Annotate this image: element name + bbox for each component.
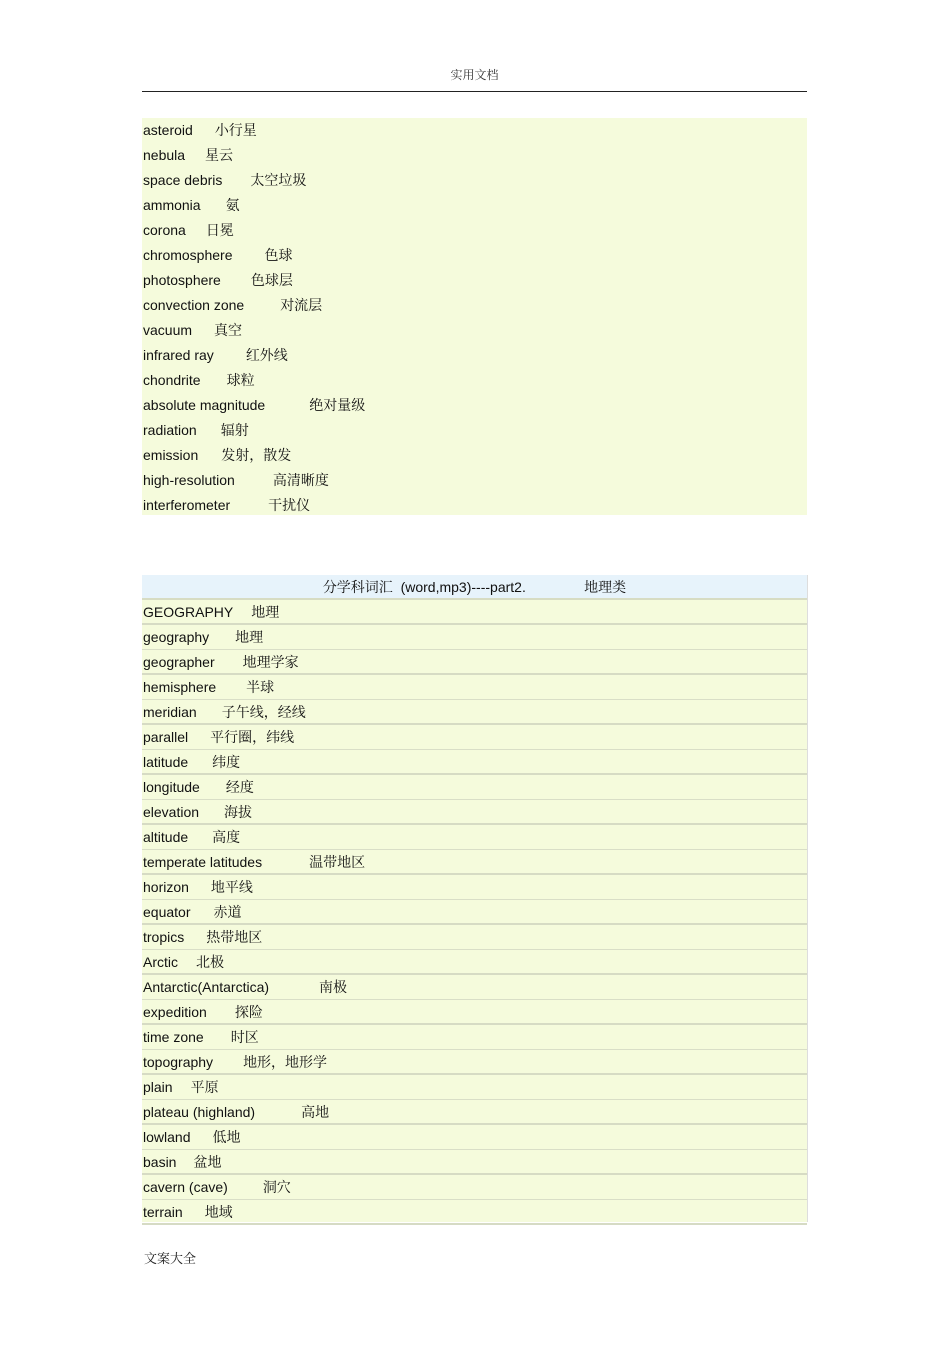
- geography-rows: [142, 600, 807, 1225]
- vocab-row: [142, 625, 807, 650]
- term-english: plateau (highland): [143, 1104, 256, 1120]
- term-english: Arctic: [143, 954, 178, 970]
- page-footer-text: 文案大全: [144, 1252, 197, 1267]
- term-chinese: 子午线，经线: [221, 705, 306, 721]
- vocab-row: [142, 900, 807, 925]
- term-english: high-resolution: [143, 472, 235, 488]
- term-english: longitude: [143, 779, 200, 795]
- term-english: meridian: [143, 704, 197, 720]
- page-footer: [144, 1248, 196, 1267]
- term-english: cavern (cave): [143, 1179, 228, 1195]
- vocab-row: [142, 1100, 807, 1125]
- term-chinese: 地理: [251, 605, 280, 621]
- vocab-row: [142, 393, 807, 418]
- term-chinese: 色球层: [250, 273, 293, 289]
- vocab-row: [142, 950, 807, 975]
- vocab-row: [142, 1075, 807, 1100]
- term-english: infrared ray: [143, 347, 214, 363]
- vocab-row: [142, 1200, 807, 1225]
- term-chinese: 半球: [246, 680, 275, 696]
- term-english: interferometer: [143, 497, 231, 513]
- term-chinese: 地理学家: [242, 655, 299, 671]
- term-chinese: 时区: [230, 1030, 259, 1046]
- geography-title-text: 分学科词汇 (word,mp3)----part2. 地理类: [322, 579, 627, 595]
- term-chinese: 热带地区: [206, 930, 263, 946]
- term-chinese: 平行圈，纬线: [210, 730, 295, 746]
- vocab-row: [142, 243, 807, 268]
- vocab-row: [142, 875, 807, 900]
- vocab-row: [142, 193, 807, 218]
- term-chinese: 经度: [225, 780, 254, 796]
- vocab-row: [142, 1150, 807, 1175]
- term-chinese: 球粒: [226, 373, 255, 389]
- term-chinese: 日冕: [205, 223, 234, 239]
- vocab-row: [142, 218, 807, 243]
- term-english: corona: [143, 222, 186, 238]
- vocab-row: [142, 1125, 807, 1150]
- term-chinese: 地形，地形学: [243, 1055, 328, 1071]
- vocab-row: [142, 600, 807, 625]
- vocab-row: [142, 750, 807, 775]
- term-english: convection zone: [143, 297, 245, 313]
- term-english: expedition: [143, 1004, 207, 1020]
- term-chinese: 小行星: [214, 123, 257, 139]
- geography-vocabulary-table: [142, 575, 808, 1222]
- vocab-row: [142, 468, 807, 493]
- vocab-row: [142, 775, 807, 800]
- term-english: space debris: [143, 172, 223, 188]
- term-chinese: 低地: [212, 1130, 241, 1146]
- term-chinese: 辐射: [220, 423, 249, 439]
- vocab-row: [142, 975, 807, 1000]
- term-english: nebula: [143, 147, 186, 163]
- term-english: asteroid: [143, 122, 193, 138]
- term-english: radiation: [143, 422, 197, 438]
- term-chinese: 干扰仪: [268, 498, 311, 514]
- page-header-title: 实用文档: [450, 68, 499, 82]
- term-chinese: 色球: [264, 248, 293, 264]
- vocab-row: [142, 368, 807, 393]
- term-chinese: 地平线: [210, 880, 253, 896]
- term-chinese: 平原: [190, 1080, 219, 1096]
- term-english: GEOGRAPHY: [143, 604, 234, 620]
- vocab-row: [142, 293, 807, 318]
- term-chinese: 红外线: [245, 348, 288, 364]
- term-english: time zone: [143, 1029, 204, 1045]
- term-chinese: 发射，散发: [221, 448, 292, 464]
- vocab-row: [142, 118, 807, 143]
- term-english: terrain: [143, 1204, 183, 1220]
- vocab-row: [142, 825, 807, 850]
- term-english: latitude: [143, 754, 189, 770]
- term-english: chondrite: [143, 372, 201, 388]
- term-english: Antarctic(Antarctica): [143, 979, 270, 995]
- term-english: plain: [143, 1079, 173, 1095]
- term-english: temperate latitudes: [143, 854, 263, 870]
- vocab-row: [142, 343, 807, 368]
- term-english: geographer: [143, 654, 215, 670]
- term-chinese: 星云: [205, 148, 234, 164]
- vocab-row: [142, 493, 807, 518]
- term-chinese: 太空垃圾: [250, 173, 307, 189]
- vocab-row: [142, 1050, 807, 1075]
- term-chinese: 赤道: [213, 905, 242, 921]
- vocab-row: [142, 800, 807, 825]
- term-chinese: 地理: [235, 630, 264, 646]
- vocab-row: [142, 650, 807, 675]
- term-english: tropics: [143, 929, 185, 945]
- term-english: horizon: [143, 879, 189, 895]
- page-header: [142, 66, 807, 92]
- term-english: photosphere: [143, 272, 221, 288]
- term-chinese: 氨: [225, 198, 240, 214]
- geography-table-title: [142, 575, 807, 600]
- vocab-row: [142, 1025, 807, 1050]
- term-english: hemisphere: [143, 679, 217, 695]
- term-english: ammonia: [143, 197, 201, 213]
- vocab-row: [142, 925, 807, 950]
- term-chinese: 绝对量级: [309, 398, 366, 414]
- term-chinese: 真空: [214, 323, 243, 339]
- term-english: geography: [143, 629, 210, 645]
- term-chinese: 高度: [212, 830, 241, 846]
- term-chinese: 北极: [196, 955, 224, 971]
- term-english: chromosphere: [143, 247, 233, 263]
- vocab-row: [142, 418, 807, 443]
- vocab-row: [142, 675, 807, 700]
- term-chinese: 高清晰度: [272, 473, 329, 489]
- term-english: vacuum: [143, 322, 193, 338]
- vocab-row: [142, 318, 807, 343]
- term-english: basin: [143, 1154, 177, 1170]
- term-chinese: 南极: [319, 980, 348, 996]
- term-chinese: 地域: [204, 1205, 233, 1221]
- vocab-row: [142, 268, 807, 293]
- term-english: elevation: [143, 804, 200, 820]
- term-chinese: 洞穴: [262, 1180, 291, 1196]
- vocab-row: [142, 850, 807, 875]
- vocab-row: [142, 443, 807, 468]
- vocab-row: [142, 168, 807, 193]
- vocab-row: [142, 1000, 807, 1025]
- term-chinese: 高地: [301, 1105, 330, 1121]
- term-english: emission: [143, 447, 199, 463]
- term-chinese: 海拔: [224, 805, 253, 821]
- vocab-row: [142, 143, 807, 168]
- term-english: parallel: [143, 729, 189, 745]
- term-chinese: 纬度: [212, 755, 241, 771]
- term-chinese: 温带地区: [309, 855, 366, 871]
- term-english: lowland: [143, 1129, 191, 1145]
- term-chinese: 探险: [234, 1005, 263, 1021]
- term-chinese: 盆地: [193, 1155, 222, 1171]
- vocab-row: [142, 1175, 807, 1200]
- term-english: topography: [143, 1054, 214, 1070]
- vocab-row: [142, 725, 807, 750]
- term-english: absolute magnitude: [143, 397, 266, 413]
- term-english: altitude: [143, 829, 189, 845]
- term-english: equator: [143, 904, 191, 920]
- astronomy-vocabulary-list: [142, 118, 807, 515]
- vocab-row: [142, 700, 807, 725]
- term-chinese: 对流层: [280, 298, 323, 314]
